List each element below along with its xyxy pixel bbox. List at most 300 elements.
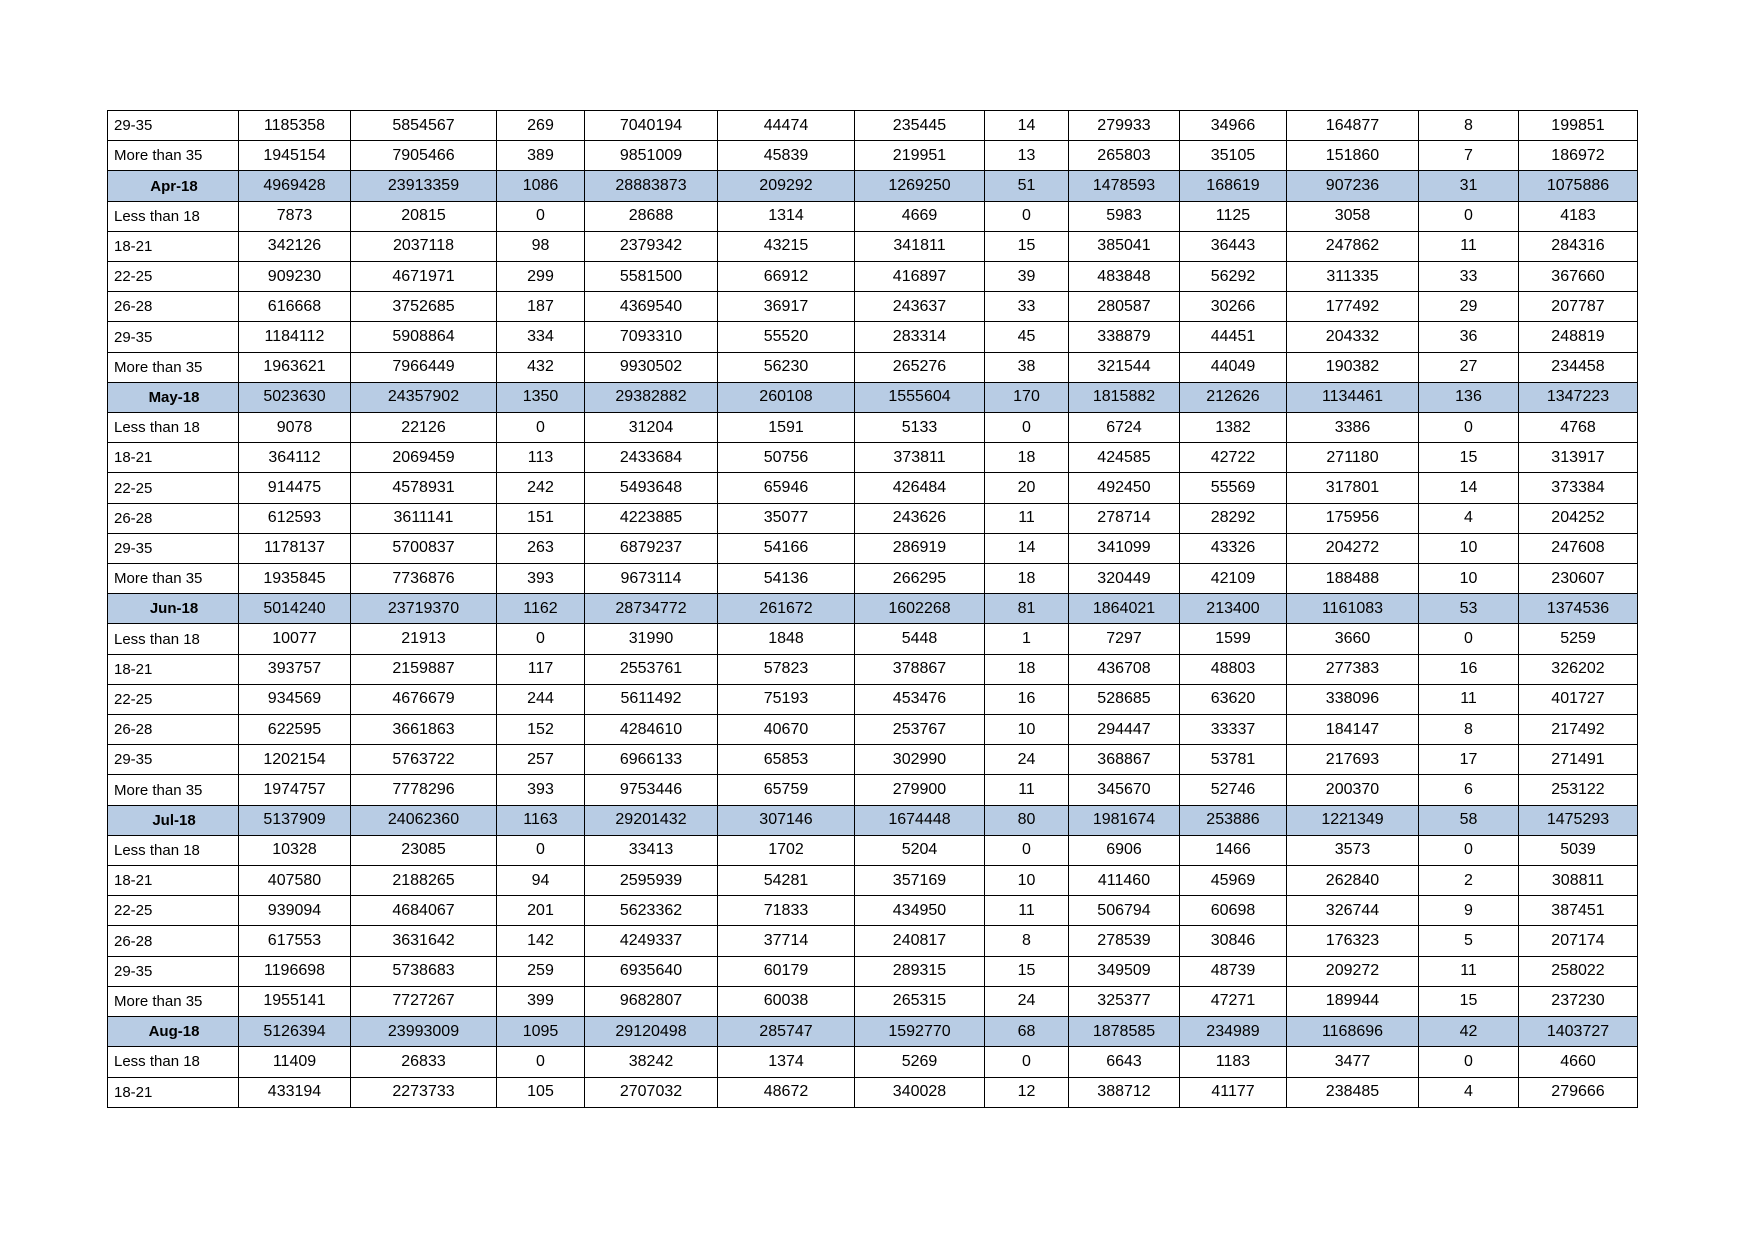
row-label: 18-21 (108, 1077, 239, 1108)
month-summary-row (108, 805, 1638, 835)
value-cell: 16 (985, 684, 1069, 714)
value-cell: 248819 (1519, 322, 1638, 352)
value-cell: 262840 (1287, 866, 1419, 896)
value-cell: 407580 (239, 866, 351, 896)
value-cell: 136 (1419, 382, 1519, 412)
value-cell: 308811 (1519, 866, 1638, 896)
value-cell: 176323 (1287, 926, 1419, 956)
value-cell: 1945154 (239, 141, 351, 171)
value-cell: 184147 (1287, 715, 1419, 745)
value-cell: 939094 (239, 896, 351, 926)
value-cell: 4369540 (585, 292, 718, 322)
value-cell: 44451 (1180, 322, 1287, 352)
value-cell: 13 (985, 141, 1069, 171)
value-cell: 1591 (718, 413, 855, 443)
value-cell: 5700837 (351, 533, 497, 563)
table-row (108, 1047, 1638, 1077)
value-cell: 617553 (239, 926, 351, 956)
value-cell: 1125 (1180, 201, 1287, 231)
value-cell: 260108 (718, 382, 855, 412)
row-label: Less than 18 (108, 413, 239, 443)
value-cell: 338096 (1287, 684, 1419, 714)
value-cell: 4183 (1519, 201, 1638, 231)
value-cell: 253767 (855, 715, 985, 745)
value-cell: 60038 (718, 986, 855, 1016)
row-label: 18-21 (108, 443, 239, 473)
value-cell: 164877 (1287, 111, 1419, 141)
table-row (108, 533, 1638, 563)
value-cell: 284316 (1519, 231, 1638, 261)
value-cell: 7778296 (351, 775, 497, 805)
value-cell: 5983 (1069, 201, 1180, 231)
value-cell: 289315 (855, 956, 985, 986)
value-cell: 253886 (1180, 805, 1287, 835)
value-cell: 56292 (1180, 262, 1287, 292)
value-cell: 265803 (1069, 141, 1180, 171)
value-cell: 286919 (855, 533, 985, 563)
value-cell: 0 (497, 201, 585, 231)
value-cell: 3477 (1287, 1047, 1419, 1077)
value-cell: 33 (985, 292, 1069, 322)
value-cell: 2379342 (585, 231, 718, 261)
value-cell: 1466 (1180, 835, 1287, 865)
value-cell: 152 (497, 715, 585, 745)
value-cell: 1347223 (1519, 382, 1638, 412)
value-cell: 35105 (1180, 141, 1287, 171)
value-cell: 399 (497, 986, 585, 1016)
table-row (108, 111, 1638, 141)
value-cell: 168619 (1180, 171, 1287, 201)
value-cell: 24357902 (351, 382, 497, 412)
value-cell: 80 (985, 805, 1069, 835)
value-cell: 244 (497, 684, 585, 714)
value-cell: 10 (985, 715, 1069, 745)
value-cell: 271180 (1287, 443, 1419, 473)
value-cell: 98 (497, 231, 585, 261)
value-cell: 8 (1419, 111, 1519, 141)
value-cell: 338879 (1069, 322, 1180, 352)
value-cell: 23719370 (351, 594, 497, 624)
table-row (108, 262, 1638, 292)
value-cell: 1162 (497, 594, 585, 624)
value-cell: 4684067 (351, 896, 497, 926)
value-cell: 7727267 (351, 986, 497, 1016)
value-cell: 5623362 (585, 896, 718, 926)
value-cell: 190382 (1287, 352, 1419, 382)
value-cell: 28734772 (585, 594, 718, 624)
value-cell: 20815 (351, 201, 497, 231)
row-label: 29-35 (108, 111, 239, 141)
value-cell: 909230 (239, 262, 351, 292)
value-cell: 261672 (718, 594, 855, 624)
value-cell: 5137909 (239, 805, 351, 835)
value-cell: 453476 (855, 684, 985, 714)
value-cell: 5581500 (585, 262, 718, 292)
value-cell: 36917 (718, 292, 855, 322)
row-label: Aug-18 (108, 1017, 239, 1047)
value-cell: 1478593 (1069, 171, 1180, 201)
value-cell: 326202 (1519, 654, 1638, 684)
value-cell: 1599 (1180, 624, 1287, 654)
value-cell: 11409 (239, 1047, 351, 1077)
value-cell: 33 (1419, 262, 1519, 292)
value-cell: 11 (1419, 956, 1519, 986)
value-cell: 269 (497, 111, 585, 141)
value-cell: 5014240 (239, 594, 351, 624)
value-cell: 5023630 (239, 382, 351, 412)
value-cell: 16 (1419, 654, 1519, 684)
value-cell: 285747 (718, 1017, 855, 1047)
value-cell: 170 (985, 382, 1069, 412)
value-cell: 492450 (1069, 473, 1180, 503)
value-cell: 1815882 (1069, 382, 1180, 412)
value-cell: 51 (985, 171, 1069, 201)
value-cell: 5259 (1519, 624, 1638, 654)
value-cell: 263 (497, 533, 585, 563)
row-label: 22-25 (108, 684, 239, 714)
value-cell: 1555604 (855, 382, 985, 412)
value-cell: 20 (985, 473, 1069, 503)
value-cell: 341811 (855, 231, 985, 261)
row-label: 22-25 (108, 262, 239, 292)
table-row (108, 564, 1638, 594)
value-cell: 68 (985, 1017, 1069, 1047)
row-label: 29-35 (108, 322, 239, 352)
value-cell: 426484 (855, 473, 985, 503)
row-label: Less than 18 (108, 201, 239, 231)
value-cell: 0 (1419, 1047, 1519, 1077)
row-label: More than 35 (108, 564, 239, 594)
table-row (108, 322, 1638, 352)
value-cell: 6879237 (585, 533, 718, 563)
value-cell: 54136 (718, 564, 855, 594)
value-cell: 416897 (855, 262, 985, 292)
value-cell: 367660 (1519, 262, 1638, 292)
value-cell: 311335 (1287, 262, 1419, 292)
value-cell: 4676679 (351, 684, 497, 714)
value-cell: 48739 (1180, 956, 1287, 986)
row-label: More than 35 (108, 775, 239, 805)
row-label: 18-21 (108, 866, 239, 896)
value-cell: 7 (1419, 141, 1519, 171)
value-cell: 15 (1419, 986, 1519, 1016)
value-cell: 1864021 (1069, 594, 1180, 624)
value-cell: 4249337 (585, 926, 718, 956)
value-cell: 279666 (1519, 1077, 1638, 1108)
value-cell: 45969 (1180, 866, 1287, 896)
value-cell: 7873 (239, 201, 351, 231)
value-cell: 230607 (1519, 564, 1638, 594)
row-label: Apr-18 (108, 171, 239, 201)
value-cell: 1374536 (1519, 594, 1638, 624)
month-summary-row (108, 171, 1638, 201)
value-cell: 1702 (718, 835, 855, 865)
value-cell: 30266 (1180, 292, 1287, 322)
value-cell: 8 (1419, 715, 1519, 745)
table-row (108, 866, 1638, 896)
row-label: 26-28 (108, 292, 239, 322)
table-row (108, 443, 1638, 473)
value-cell: 2188265 (351, 866, 497, 896)
value-cell: 401727 (1519, 684, 1638, 714)
value-cell: 31 (1419, 171, 1519, 201)
value-cell: 2553761 (585, 654, 718, 684)
value-cell: 6966133 (585, 745, 718, 775)
value-cell: 265315 (855, 986, 985, 1016)
value-cell: 506794 (1069, 896, 1180, 926)
value-cell: 6643 (1069, 1047, 1180, 1077)
value-cell: 10 (1419, 533, 1519, 563)
value-cell: 411460 (1069, 866, 1180, 896)
value-cell: 5269 (855, 1047, 985, 1077)
value-cell: 340028 (855, 1077, 985, 1108)
value-cell: 1185358 (239, 111, 351, 141)
value-cell: 1350 (497, 382, 585, 412)
value-cell: 28292 (1180, 503, 1287, 533)
row-label: Less than 18 (108, 835, 239, 865)
row-label: 26-28 (108, 503, 239, 533)
table-row (108, 503, 1638, 533)
value-cell: 52746 (1180, 775, 1287, 805)
value-cell: 341099 (1069, 533, 1180, 563)
value-cell: 4284610 (585, 715, 718, 745)
value-cell: 10328 (239, 835, 351, 865)
value-cell: 10 (985, 866, 1069, 896)
value-cell: 217693 (1287, 745, 1419, 775)
value-cell: 1592770 (855, 1017, 985, 1047)
value-cell: 11 (985, 775, 1069, 805)
value-cell: 612593 (239, 503, 351, 533)
value-cell: 271491 (1519, 745, 1638, 775)
value-cell: 24062360 (351, 805, 497, 835)
value-cell: 1161083 (1287, 594, 1419, 624)
value-cell: 388712 (1069, 1077, 1180, 1108)
value-cell: 151 (497, 503, 585, 533)
row-label: More than 35 (108, 352, 239, 382)
value-cell: 0 (985, 413, 1069, 443)
value-cell: 1963621 (239, 352, 351, 382)
value-cell: 266295 (855, 564, 985, 594)
value-cell: 18 (985, 443, 1069, 473)
value-cell: 0 (497, 624, 585, 654)
row-label: 29-35 (108, 533, 239, 563)
value-cell: 294447 (1069, 715, 1180, 745)
value-cell: 53 (1419, 594, 1519, 624)
value-cell: 1086 (497, 171, 585, 201)
value-cell: 75193 (718, 684, 855, 714)
value-cell: 307146 (718, 805, 855, 835)
value-cell: 207787 (1519, 292, 1638, 322)
value-cell: 204252 (1519, 503, 1638, 533)
value-cell: 357169 (855, 866, 985, 896)
value-cell: 204272 (1287, 533, 1419, 563)
value-cell: 247862 (1287, 231, 1419, 261)
value-cell: 2 (1419, 866, 1519, 896)
value-cell: 259 (497, 956, 585, 986)
value-cell: 1168696 (1287, 1017, 1419, 1047)
table-body (108, 111, 1638, 1108)
value-cell: 237230 (1519, 986, 1638, 1016)
value-cell: 45 (985, 322, 1069, 352)
value-cell: 436708 (1069, 654, 1180, 684)
value-cell: 240817 (855, 926, 985, 956)
value-cell: 0 (1419, 201, 1519, 231)
value-cell: 279933 (1069, 111, 1180, 141)
value-cell: 7736876 (351, 564, 497, 594)
value-cell: 0 (985, 1047, 1069, 1077)
value-cell: 387451 (1519, 896, 1638, 926)
value-cell: 113 (497, 443, 585, 473)
value-cell: 3660 (1287, 624, 1419, 654)
value-cell: 3058 (1287, 201, 1419, 231)
value-cell: 325377 (1069, 986, 1180, 1016)
value-cell: 58 (1419, 805, 1519, 835)
value-cell: 5854567 (351, 111, 497, 141)
value-cell: 616668 (239, 292, 351, 322)
table-row (108, 684, 1638, 714)
value-cell: 7040194 (585, 111, 718, 141)
value-cell: 33337 (1180, 715, 1287, 745)
value-cell: 200370 (1287, 775, 1419, 805)
row-label: Less than 18 (108, 1047, 239, 1077)
value-cell: 7297 (1069, 624, 1180, 654)
value-cell: 3386 (1287, 413, 1419, 443)
value-cell: 1134461 (1287, 382, 1419, 412)
value-cell: 1974757 (239, 775, 351, 805)
value-cell: 2273733 (351, 1077, 497, 1108)
value-cell: 71833 (718, 896, 855, 926)
value-cell: 117 (497, 654, 585, 684)
table-row (108, 1077, 1638, 1108)
value-cell: 2159887 (351, 654, 497, 684)
value-cell: 7093310 (585, 322, 718, 352)
value-cell: 53781 (1180, 745, 1287, 775)
value-cell: 60179 (718, 956, 855, 986)
value-cell: 393 (497, 775, 585, 805)
value-cell: 50756 (718, 443, 855, 473)
value-cell: 56230 (718, 352, 855, 382)
row-label: 29-35 (108, 956, 239, 986)
value-cell: 5763722 (351, 745, 497, 775)
value-cell: 55569 (1180, 473, 1287, 503)
value-cell: 373811 (855, 443, 985, 473)
value-cell: 142 (497, 926, 585, 956)
value-cell: 5126394 (239, 1017, 351, 1047)
value-cell: 5204 (855, 835, 985, 865)
value-cell: 217492 (1519, 715, 1638, 745)
value-cell: 54166 (718, 533, 855, 563)
value-cell: 65759 (718, 775, 855, 805)
value-cell: 4669 (855, 201, 985, 231)
value-cell: 242 (497, 473, 585, 503)
value-cell: 48803 (1180, 654, 1287, 684)
value-cell: 29120498 (585, 1017, 718, 1047)
value-cell: 39 (985, 262, 1069, 292)
value-cell: 280587 (1069, 292, 1180, 322)
value-cell: 5738683 (351, 956, 497, 986)
table-row (108, 835, 1638, 865)
value-cell: 313917 (1519, 443, 1638, 473)
table-row (108, 473, 1638, 503)
value-cell: 33413 (585, 835, 718, 865)
table-row (108, 715, 1638, 745)
value-cell: 433194 (239, 1077, 351, 1108)
value-cell: 27 (1419, 352, 1519, 382)
value-cell: 243626 (855, 503, 985, 533)
value-cell: 0 (1419, 624, 1519, 654)
value-cell: 187 (497, 292, 585, 322)
value-cell: 3611141 (351, 503, 497, 533)
value-cell: 389 (497, 141, 585, 171)
value-cell: 11 (1419, 231, 1519, 261)
value-cell: 66912 (718, 262, 855, 292)
value-cell: 188488 (1287, 564, 1419, 594)
value-cell: 378867 (855, 654, 985, 684)
value-cell: 0 (1419, 835, 1519, 865)
value-cell: 1095 (497, 1017, 585, 1047)
value-cell: 8 (985, 926, 1069, 956)
value-cell: 94 (497, 866, 585, 896)
row-label: Jul-18 (108, 805, 239, 835)
row-label: Jun-18 (108, 594, 239, 624)
row-label: 22-25 (108, 473, 239, 503)
value-cell: 48672 (718, 1077, 855, 1108)
value-cell: 5039 (1519, 835, 1638, 865)
value-cell: 15 (985, 956, 1069, 986)
value-cell: 23913359 (351, 171, 497, 201)
value-cell: 1196698 (239, 956, 351, 986)
value-cell: 9078 (239, 413, 351, 443)
value-cell: 55520 (718, 322, 855, 352)
value-cell: 3752685 (351, 292, 497, 322)
value-cell: 393 (497, 564, 585, 594)
value-cell: 2069459 (351, 443, 497, 473)
value-cell: 207174 (1519, 926, 1638, 956)
value-cell: 5908864 (351, 322, 497, 352)
value-cell: 0 (1419, 413, 1519, 443)
value-cell: 5611492 (585, 684, 718, 714)
value-cell: 175956 (1287, 503, 1419, 533)
value-cell: 11 (985, 896, 1069, 926)
value-cell: 1178137 (239, 533, 351, 563)
value-cell: 934569 (239, 684, 351, 714)
value-cell: 385041 (1069, 231, 1180, 261)
value-cell: 204332 (1287, 322, 1419, 352)
value-cell: 1075886 (1519, 171, 1638, 201)
value-cell: 14 (985, 533, 1069, 563)
value-cell: 234989 (1180, 1017, 1287, 1047)
value-cell: 29 (1419, 292, 1519, 322)
value-cell: 201 (497, 896, 585, 926)
value-cell: 43326 (1180, 533, 1287, 563)
value-cell: 7905466 (351, 141, 497, 171)
table-row (108, 654, 1638, 684)
value-cell: 364112 (239, 443, 351, 473)
value-cell: 9851009 (585, 141, 718, 171)
value-cell: 2707032 (585, 1077, 718, 1108)
value-cell: 5448 (855, 624, 985, 654)
value-cell: 373384 (1519, 473, 1638, 503)
value-cell: 186972 (1519, 141, 1638, 171)
value-cell: 17 (1419, 745, 1519, 775)
row-label: 26-28 (108, 715, 239, 745)
value-cell: 234458 (1519, 352, 1638, 382)
value-cell: 1 (985, 624, 1069, 654)
value-cell: 21913 (351, 624, 497, 654)
value-cell: 424585 (1069, 443, 1180, 473)
value-cell: 528685 (1069, 684, 1180, 714)
value-cell: 3573 (1287, 835, 1419, 865)
